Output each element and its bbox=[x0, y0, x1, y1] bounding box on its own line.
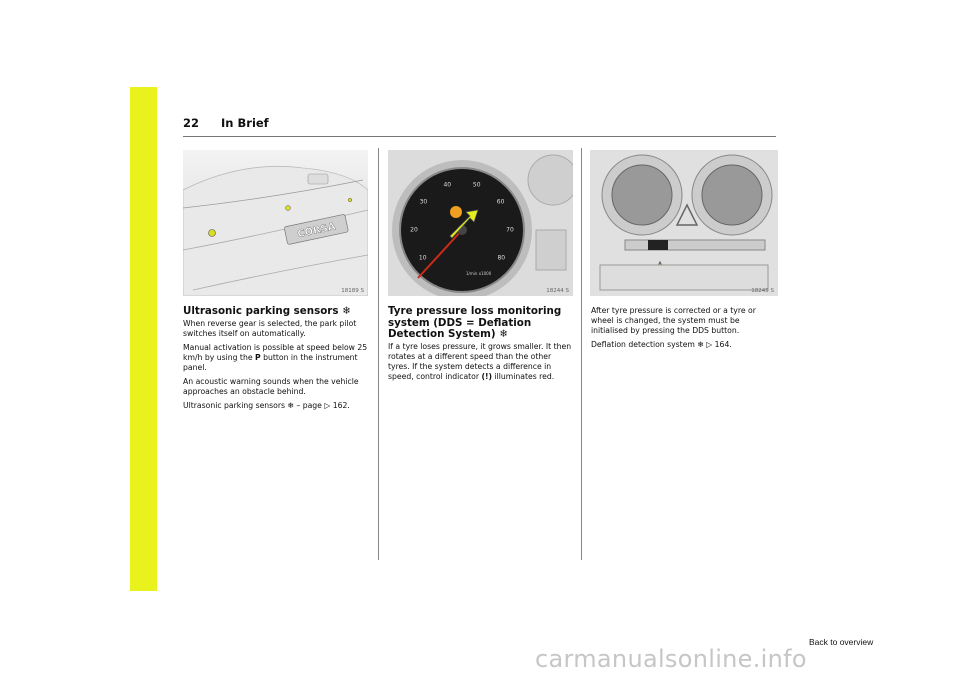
dashboard-illustration bbox=[590, 150, 778, 296]
watermark: carmanualsonline.info bbox=[535, 645, 807, 673]
column-parking-sensors bbox=[183, 306, 369, 415]
section-heading: Tyre pressure loss monitoring system (DDS = Deflation Detection System) ❄ bbox=[388, 305, 562, 340]
gauge-tick-label: 70 bbox=[506, 226, 514, 234]
gauge-tick-label: 50 bbox=[472, 181, 481, 189]
gauge-unit: 1/min x1000 bbox=[466, 271, 492, 276]
column-divider bbox=[581, 148, 582, 560]
sensor-marker bbox=[286, 206, 291, 211]
paragraph: An acoustic warning sounds when the vehicle approaches an obstacle behind. bbox=[183, 376, 359, 396]
section-heading: Ultrasonic parking sensors ❄ bbox=[183, 305, 351, 317]
header-rule bbox=[183, 136, 776, 137]
figure-code: 18189 S bbox=[341, 288, 364, 294]
paragraph: After tyre pressure is corrected or a tyre or wheel is changed, the system must be initialised by pressing the DDS button. bbox=[591, 306, 756, 335]
warning-indicator-icon bbox=[450, 206, 462, 218]
badge-text: CORSA bbox=[296, 221, 337, 241]
gauge-tick-label: 30 bbox=[419, 198, 428, 206]
dds-button bbox=[648, 240, 668, 250]
car-rear-illustration bbox=[183, 150, 368, 296]
tachometer-illustration bbox=[388, 150, 573, 296]
column-dds-init bbox=[591, 306, 777, 354]
option-symbol: ❄ bbox=[342, 305, 351, 317]
gauge-tick-label: 60 bbox=[496, 198, 505, 206]
figure-code: 18244 S bbox=[546, 288, 569, 294]
figure-dashboard bbox=[590, 150, 778, 296]
paragraph: Manual activation is possible at speed below 25 km/h by using the P button in the instrument panel. bbox=[183, 342, 368, 372]
gauge-tick-label: 10 bbox=[418, 254, 427, 262]
back-to-overview-link[interactable]: Back to overview bbox=[809, 637, 874, 647]
paragraph: If a tyre loses pressure, it grows smaller. It then rotates at a different speed than the other tyres. If the system detects a difference in speed, control indicator (!) illuminates red. bbox=[388, 341, 572, 381]
option-symbol: ❄ bbox=[287, 400, 294, 410]
figure-gauge bbox=[388, 150, 573, 296]
sensor-marker bbox=[209, 230, 216, 237]
column-dds bbox=[388, 306, 574, 386]
option-symbol: ❄ bbox=[499, 328, 508, 340]
page-ref-arrow-icon: ▷ bbox=[706, 340, 713, 349]
paragraph: Ultrasonic parking sensors ❄ – page ▷ 162. bbox=[183, 400, 350, 410]
figure-parking-sensors bbox=[183, 150, 368, 296]
page-header bbox=[183, 116, 269, 130]
tyre-pressure-indicator-icon: (!) bbox=[481, 371, 493, 381]
accent-bar bbox=[130, 87, 157, 591]
paragraph: Deflation detection system ❄ ▷ 164. bbox=[591, 340, 732, 349]
gauge-tick-label: 40 bbox=[443, 181, 452, 189]
gauge-tick-label: 80 bbox=[497, 254, 506, 262]
page-number: 22 bbox=[183, 116, 200, 130]
sensor-marker bbox=[348, 198, 352, 202]
figure-code: 18245 S bbox=[751, 288, 774, 294]
page-ref-arrow-icon: ▷ bbox=[324, 400, 331, 410]
option-symbol: ❄ bbox=[697, 340, 704, 349]
paragraph: When reverse gear is selected, the park pilot switches itself on automatically. bbox=[183, 318, 357, 338]
section-title: In Brief bbox=[221, 116, 269, 130]
park-pilot-icon: P bbox=[255, 352, 261, 362]
column-divider bbox=[378, 148, 379, 560]
gauge-tick-label: 20 bbox=[410, 226, 418, 234]
